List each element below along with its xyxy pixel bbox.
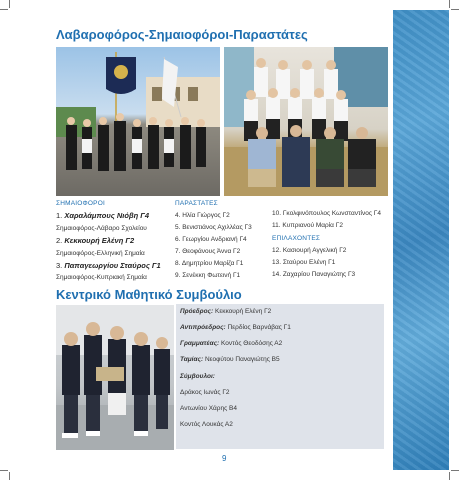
- council-name: Νεοφύτου Παναγιώτης Β5: [204, 356, 280, 363]
- parade-photo: [56, 47, 220, 196]
- council-row: [180, 340, 282, 347]
- council-photo: [56, 305, 174, 450]
- flag-bearers-label: ΣΗΜΑΙΟΦΟΡΟΙ: [56, 200, 105, 207]
- council-name: Περδίος Βαρνάβας Γ1: [227, 324, 291, 331]
- flag-bearer-number: 3.: [56, 261, 63, 270]
- crop-mark: [451, 470, 459, 471]
- council-row: [180, 308, 271, 315]
- crop-mark: [0, 470, 8, 471]
- flag-bearer-1: [56, 211, 149, 220]
- escort-item: 4. Ηλία Γιώργος Γ2: [175, 212, 230, 219]
- council-role: Πρόεδρος:: [180, 308, 214, 315]
- crop-mark: [9, 0, 10, 8]
- council-role: Ταμίας:: [180, 356, 204, 363]
- council-row: [180, 356, 280, 363]
- council-name: Αντωνίου Χάρης Β4: [180, 405, 237, 412]
- alternate-item: 13. Σταύρου Ελένη Γ1: [272, 259, 336, 266]
- crop-mark: [449, 0, 450, 8]
- alternate-item: 12. Κασιουρή Αγγελική Γ2: [272, 247, 347, 254]
- page-number: 9: [222, 454, 227, 463]
- alternate-item: 14. Ζαχαρίου Παναγιώτης Γ3: [272, 271, 356, 278]
- council-role: Σύμβουλοι:: [180, 373, 215, 380]
- council-name: Κεκκουρή Ελένη Γ2: [215, 308, 272, 315]
- flag-bearer-number: 2.: [56, 236, 63, 245]
- council-row: [180, 373, 215, 380]
- crop-mark: [0, 9, 8, 10]
- flag-bearer-name: Χαραλάμπους Νιόβη Γ4: [64, 211, 150, 220]
- council-row: [180, 421, 233, 428]
- council-role: Γραμματέας:: [180, 340, 220, 347]
- page-title: Λαβαροφόρος-Σημαιοφόροι-Παραστάτες: [56, 27, 308, 42]
- group-photo: [224, 47, 388, 196]
- council-name: Κοντός Θεοδόσης Α2: [221, 340, 283, 347]
- flag-bearer-name: Παπαγεωργίου Σταύρος Γ1: [64, 261, 161, 270]
- council-row: [180, 389, 230, 396]
- crop-mark: [449, 472, 450, 480]
- escort-item: 5. Βενιστιάνος Αχιλλέας Γ3: [175, 224, 252, 231]
- escort-item: 9. Σενέκκη Φωτεινή Γ1: [175, 272, 241, 279]
- escort-item: 8. Δημητρίου Μαρίζα Γ1: [175, 260, 244, 267]
- flag-bearer-name: Κεκκουρή Ελένη Γ2: [64, 236, 135, 245]
- flag-bearer-role: Σημαιοφόρος-Ελληνική Σημαία: [56, 250, 145, 257]
- flag-bearer-role: Σημαιοφόρος-Κυπριακή Σημαία: [56, 274, 147, 281]
- council-role: Αντιπρόεδρος:: [180, 324, 226, 331]
- council-title: Κεντρικό Μαθητικό Συμβούλιο: [56, 287, 242, 302]
- flag-bearer-3: [56, 261, 161, 270]
- flag-bearer-role: Σημαιοφόρος-Λάβαρο Σχολείου: [56, 225, 147, 232]
- escort-item: 11. Κυπριανού Μαρία Γ2: [272, 222, 343, 229]
- decorative-sidebar: [393, 10, 449, 470]
- council-row: [180, 324, 291, 331]
- escort-item: 7. Θεοφάνους Άννα Γ2: [175, 248, 241, 255]
- escort-item: 10. Γκολφινόπουλος Κωνσταντίνος Γ4: [272, 210, 382, 217]
- council-name: Κοντός Λουκάς Α2: [180, 421, 233, 428]
- council-row: [180, 405, 237, 412]
- alternates-label: ΕΠΙΛΑΧΟΝΤΕΣ: [272, 235, 321, 242]
- escort-item: 6. Γεωργίου Ανδριανή Γ4: [175, 236, 247, 243]
- council-name: Δράκος Ιωνάς Γ2: [180, 389, 230, 396]
- flag-bearer-2: [56, 236, 134, 245]
- flag-bearer-number: 1.: [56, 211, 63, 220]
- crop-mark: [451, 9, 459, 10]
- escorts-label: ΠΑΡΑΣΤΑΤΕΣ: [175, 200, 218, 207]
- crop-mark: [9, 472, 10, 480]
